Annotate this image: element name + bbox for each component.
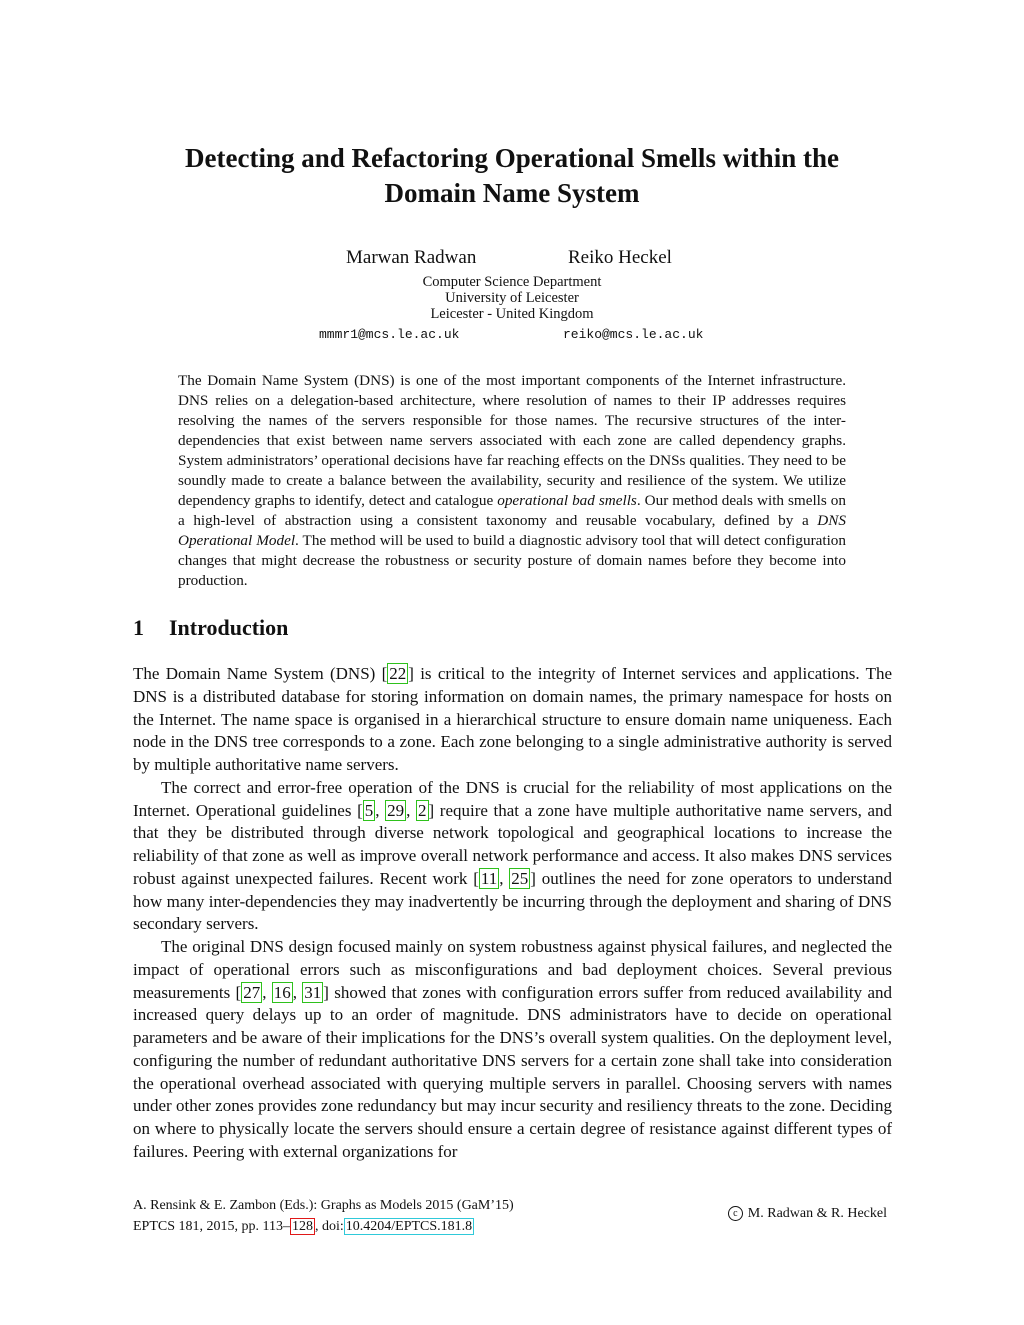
copyright-holders: M. Radwan & R. Heckel [747,1206,887,1221]
abstract-emphasis-model: DNS Operational Model [178,512,846,549]
page-end-link[interactable]: 128 [292,1219,313,1234]
intro-paragraph-3: The original DNS design focused mainly on system robustness against physical failures, and neglected the impact of operational errors such as misconfigurations and bad deployment choices. Several previous measurements [ 27 , 16 , 31 ] showed that zones with configuration errors suffer from reduced availability and increased query delays up to an order of magnitude. DNS administrators have to decide on operational parameters and be aware of their implications for the DNS’s overall system qualities. On the deployment level, configuring the number of redundant authoritative DNS servers for a certain zone shall take into consideration the operational overhead associated with querying multiple servers in parallel. Choosing servers with names under other zones provides zone redundancy but may incur security and resiliency threats to the zone. Deciding on where to physically locate the servers should ensure a certain degree of resistance against different types of failures. Peering with external organizations for [133,937,892,1161]
affiliation-location: Leicester - United Kingdom [430,306,594,322]
affiliation-department: Computer Science Department [422,274,602,290]
footer-proceedings: A. Rensink & E. Zambon (Eds.): Graphs as Models 2015 (GaM’15) [133,1198,514,1213]
introduction-body [133,663,892,1164]
citation-link[interactable]: 27 [243,982,261,1002]
citation-link[interactable]: 16 [273,982,291,1002]
intro-paragraph-2: The correct and error-free operation of the DNS is crucial for the reliability of most applications on the Internet. Operational guidelines [ 5 , 29 , 2 ] require that a zone have multiple authoritative name servers, and that they be distributed through diverse network topological and geographical locations to increase the reliability of that zone as well as improve overall network performance and access. It also makes DNS services robust against unexpected failures. Recent work [ 11 , 25 ] outlines the need for zone operators to understand how many inter-dependencies they may inadvertently be incurring through the deployment and sharing of DNS secondary servers. [133,777,893,934]
citation-link[interactable]: 5 [364,800,374,820]
citation-link[interactable]: 2 [418,800,427,820]
intro-paragraph-1: The Domain Name System (DNS) [ 22 ] is critical to the integrity of Internet services and applications. The DNS is a distributed database for storing information on domain names, the primary namespace for hosts on the Internet. The name space is organised in a hierarchical structure to ensure domain name uniqueness. Each node in the DNS tree corresponds to a zone. Each zone belonging to a single administrative authority is served by multiple authoritative name servers. [133,664,892,774]
email-radwan: mmmr1@mcs.le.ac.uk [319,327,460,342]
citation-link[interactable]: 29 [387,800,405,820]
citation-link[interactable]: 11 [480,868,498,888]
abstract-emphasis-smells: operational bad smells [497,492,637,509]
citation-link[interactable]: 31 [304,982,322,1002]
section-title: Introduction [169,615,289,640]
title-line-1: Detecting and Refactoring Operational Smells within the [185,143,839,173]
section-number: 1 [133,615,144,640]
doi-link[interactable]: 10.4204/EPTCS.181.8 [345,1219,473,1234]
author-radwan: Marwan Radwan [346,247,477,268]
author-heckel: Reiko Heckel [568,247,672,268]
footer-eptcs: EPTCS 181, 2015, pp. 113– 128 , doi: 10.4204/EPTCS.181.8 [133,1219,473,1234]
publication-footer [133,1195,514,1237]
email-heckel: reiko@mcs.le.ac.uk [563,327,704,342]
affiliation-university: University of Leicester [445,290,579,306]
section-heading-introduction [133,614,288,642]
citation-link[interactable]: 22 [389,664,407,683]
copyright-notice [728,1205,887,1223]
copyright-icon: c [728,1206,743,1221]
paper-title [100,141,924,211]
abstract: The Domain Name System (DNS) is one of the most important components of the Internet infrastructure. DNS relies on a delegation-based architecture, where resolution of names to their IP addresses requires resolving the names of the servers responsible for those names. The recursive structures of the inter-dependencies that exist between name servers associated with each zone are called dependency graphs. System administrators’ operational decisions have far reaching effects on the DNSs qualities. They need to be soundly made to create a balance between the availability, security and resilience of the system. We utilize dependency graphs to identify, detect and catalogue operational bad smells. Our method deals with smells on a high-level of abstraction using a consistent taxonomy and reusable vocabulary, defined by a DNS Operational Model. The method will be used to build a diagnostic advisory tool that will detect configuration changes that might decrease the robustness or security posture of domain names before they become into production. [178,372,846,589]
affiliation [0,274,1024,322]
citation-link[interactable]: 25 [511,868,529,888]
title-line-2: Domain Name System [384,178,640,208]
